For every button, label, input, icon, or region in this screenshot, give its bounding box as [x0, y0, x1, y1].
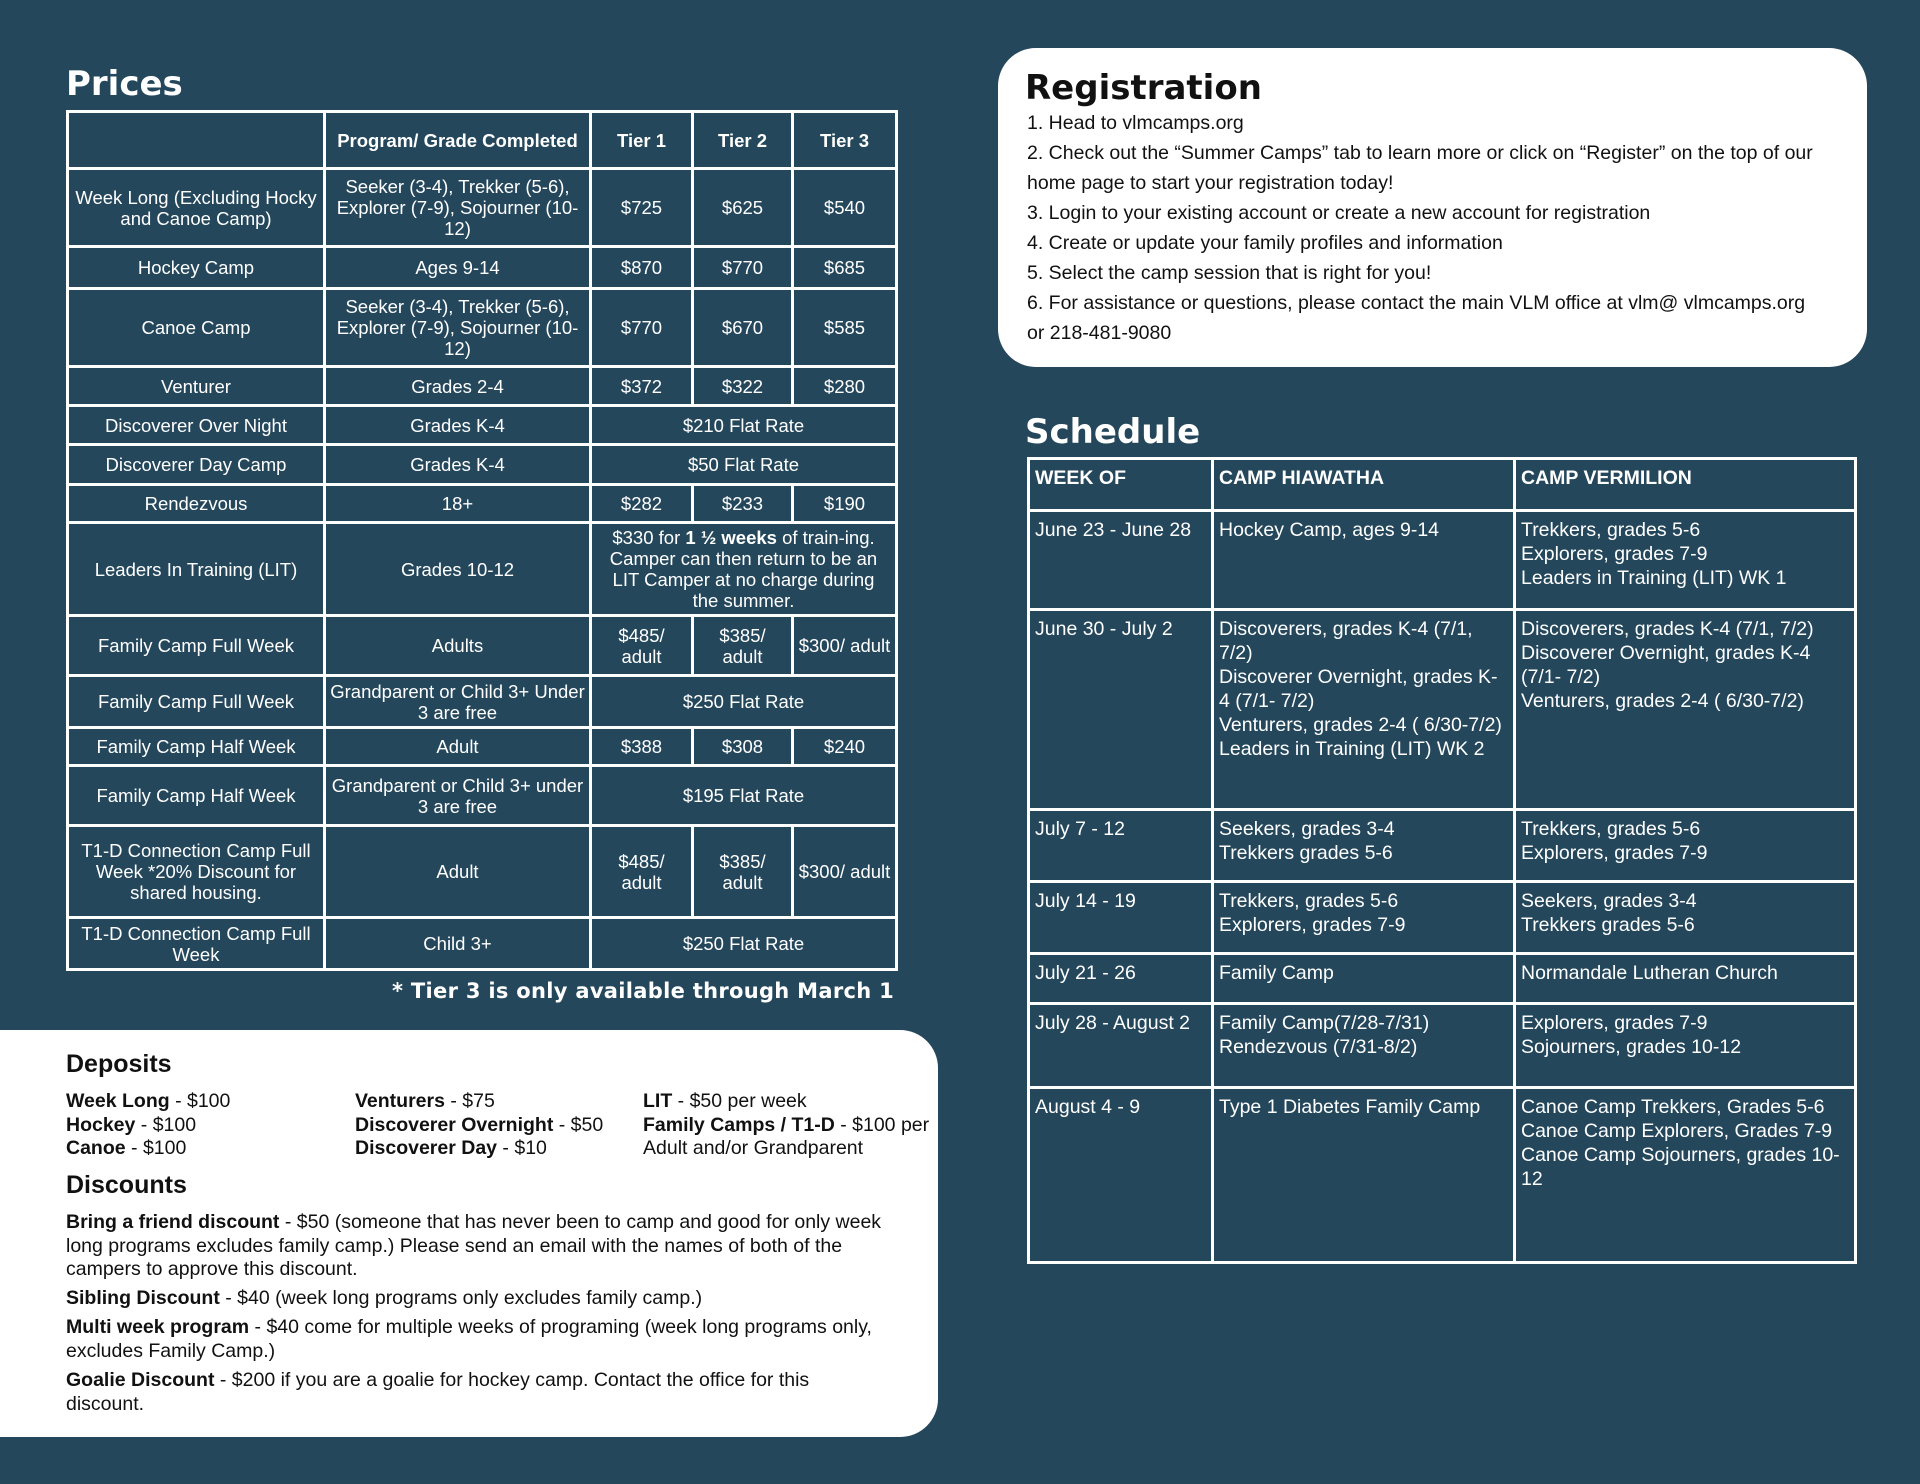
deposit-label: LIT	[643, 1090, 673, 1112]
program-cell: Family Camp Half Week	[68, 766, 325, 826]
registration-step: 4. Create or update your family profiles and information	[1027, 232, 1503, 254]
table-row	[68, 523, 897, 616]
flat-rate-cell: $195 Flat Rate	[591, 766, 897, 826]
deposit-value: - $100	[169, 1090, 231, 1112]
program-cell: T1-D Connection Camp Full Week *20% Discount for shared housing.	[68, 826, 325, 918]
table-row	[1029, 954, 1856, 1004]
week-cell: July 21 - 26	[1029, 954, 1213, 1004]
grade-cell: Grades 2-4	[325, 367, 591, 406]
discounts-title: Discounts	[66, 1171, 187, 1199]
tier2-cell: $670	[693, 289, 793, 367]
prices-header-program: Program/ Grade Completed	[325, 112, 591, 169]
tier2-cell: $322	[693, 367, 793, 406]
program-cell: Leaders In Training (LIT)	[68, 523, 325, 616]
schedule-entry: Canoe Camp Sojourners, grades 10-12	[1521, 1144, 1840, 1190]
tier2-cell: $385/ adult	[693, 826, 793, 918]
program-cell: Venturer	[68, 367, 325, 406]
schedule-entry: Type 1 Diabetes Family Camp	[1219, 1096, 1481, 1118]
deposit-value: - $75	[444, 1090, 495, 1112]
vermilion-cell	[1515, 810, 1856, 882]
vermilion-cell	[1515, 511, 1856, 610]
deposit-item	[355, 1090, 603, 1114]
schedule-entry: Trekkers grades 5-6	[1521, 914, 1695, 936]
table-row	[68, 918, 897, 970]
grade-cell: Adult	[325, 728, 591, 766]
discount-text: - $200 if you are a goalie for hockey camp. Contact the office for this discount.	[66, 1369, 810, 1415]
schedule-header-week: WEEK OF	[1029, 459, 1213, 511]
registration-step: 1. Head to vlmcamps.org	[1027, 112, 1244, 134]
vermilion-cell	[1515, 882, 1856, 954]
grade-cell: Grades K-4	[325, 406, 591, 445]
discount-item	[66, 1369, 886, 1416]
tier2-cell: $625	[693, 169, 793, 247]
deposit-value: - $100	[125, 1137, 187, 1159]
program-cell: Hockey Camp	[68, 247, 325, 289]
deposits-column-2	[355, 1090, 603, 1161]
deposit-item	[66, 1137, 230, 1161]
table-row	[68, 728, 897, 766]
program-cell: Discoverer Day Camp	[68, 445, 325, 485]
table-row	[1029, 1088, 1856, 1263]
prices-header-tier3: Tier 3	[793, 112, 897, 169]
deposit-item	[66, 1114, 230, 1138]
grade-cell: Grandparent or Child 3+ under 3 are free	[325, 766, 591, 826]
flat-rate-cell: $210 Flat Rate	[591, 406, 897, 445]
registration-step: 2. Check out the “Summer Camps” tab to learn more or click on “Register” on the top of our home page to start your registration today!	[1027, 142, 1813, 194]
table-row	[68, 367, 897, 406]
program-cell: Discoverer Over Night	[68, 406, 325, 445]
deposit-label: Discoverer Day	[355, 1137, 498, 1159]
discount-label: Goalie Discount	[66, 1369, 215, 1391]
registration-title: Registration	[1025, 68, 1262, 108]
tier1-cell: $282	[591, 485, 693, 523]
tier3-cell: $280	[793, 367, 897, 406]
tier1-cell: $725	[591, 169, 693, 247]
week-cell: June 23 - June 28	[1029, 511, 1213, 610]
schedule-entry: Explorers, grades 7-9	[1521, 543, 1708, 565]
discount-label: Sibling Discount	[66, 1287, 220, 1309]
deposit-item	[355, 1137, 603, 1161]
deposit-value: - $50	[553, 1113, 604, 1136]
schedule-entry: Venturers, grades 2-4 ( 6/30-7/2)	[1521, 690, 1804, 712]
tier3-cell: $585	[793, 289, 897, 367]
deposit-item	[643, 1090, 933, 1114]
hiawatha-cell	[1213, 511, 1515, 610]
week-cell: July 28 - August 2	[1029, 1004, 1213, 1088]
schedule-entry: Trekkers, grades 5-6	[1219, 890, 1399, 912]
program-cell: Family Camp Full Week	[68, 616, 325, 676]
deposit-label: Hockey	[66, 1113, 136, 1136]
schedule-entry: Canoe Camp Trekkers, Grades 5-6	[1521, 1096, 1825, 1118]
prices-header-row	[68, 112, 897, 169]
program-cell: Week Long (Excluding Hocky and Canoe Camp)	[68, 169, 325, 247]
table-row	[1029, 610, 1856, 810]
tier3-cell: $685	[793, 247, 897, 289]
prices-header-tier1: Tier 1	[591, 112, 693, 169]
tier1-cell: $870	[591, 247, 693, 289]
schedule-entry: Explorers, grades 7-9	[1521, 1012, 1708, 1034]
schedule-entry: Trekkers, grades 5-6	[1521, 818, 1701, 840]
tier2-cell: $385/ adult	[693, 616, 793, 676]
grade-cell: Adult	[325, 826, 591, 918]
lit-rate-pre: $330 for	[612, 527, 686, 548]
schedule-entry: Leaders in Training (LIT) WK 1	[1521, 567, 1787, 589]
grade-cell: Seeker (3-4), Trekker (5-6), Explorer (7-9), Sojourner (10-12)	[325, 289, 591, 367]
table-row	[1029, 882, 1856, 954]
discount-text: - $40 come for multiple weeks of programing (week long programs only, excludes Family Camp.)	[66, 1316, 872, 1362]
deposit-label: Canoe	[66, 1137, 126, 1159]
program-cell: Family Camp Half Week	[68, 728, 325, 766]
prices-table	[66, 110, 898, 971]
hiawatha-cell	[1213, 610, 1515, 810]
schedule-entry: Rendezvous (7/31-8/2)	[1219, 1036, 1418, 1058]
week-cell: July 7 - 12	[1029, 810, 1213, 882]
grade-cell: Grandparent or Child 3+ Under 3 are free	[325, 676, 591, 728]
tier2-cell: $308	[693, 728, 793, 766]
schedule-entry: Discoverer Overnight, grades K-4 (7/1- 7/2)	[1521, 642, 1811, 688]
schedule-entry: Sojourners, grades 10-12	[1521, 1036, 1742, 1058]
table-row	[1029, 511, 1856, 610]
table-row	[68, 406, 897, 445]
hiawatha-cell	[1213, 1004, 1515, 1088]
schedule-entry: Discoverers, grades K-4 (7/1, 7/2)	[1521, 618, 1814, 640]
table-row	[68, 766, 897, 826]
schedule-entry: Canoe Camp Explorers, Grades 7-9	[1521, 1120, 1833, 1142]
tier1-cell: $388	[591, 728, 693, 766]
week-cell: June 30 - July 2	[1029, 610, 1213, 810]
tier3-cell: $300/ adult	[793, 826, 897, 918]
tier1-cell: $485/ adult	[591, 616, 693, 676]
discount-item	[66, 1316, 886, 1363]
tier1-cell: $372	[591, 367, 693, 406]
flat-rate-cell: $250 Flat Rate	[591, 676, 897, 728]
schedule-entry: Seekers, grades 3-4	[1219, 818, 1395, 840]
deposit-label: Week Long	[66, 1090, 170, 1112]
discount-label: Multi week program	[66, 1316, 250, 1338]
tier-note: * Tier 3 is only available through March 1	[392, 979, 894, 1003]
lit-rate-cell	[591, 523, 897, 616]
schedule-entry: Explorers, grades 7-9	[1219, 914, 1406, 936]
vermilion-cell	[1515, 1088, 1856, 1263]
table-row	[68, 445, 897, 485]
table-row	[68, 676, 897, 728]
deposit-item	[355, 1114, 603, 1138]
program-cell: T1-D Connection Camp Full Week	[68, 918, 325, 970]
table-row	[68, 616, 897, 676]
schedule-entry: Family Camp(7/28-7/31)	[1219, 1012, 1430, 1034]
schedule-header-hiawatha: CAMP HIAWATHA	[1213, 459, 1515, 511]
schedule-header-vermilion: CAMP VERMILION	[1515, 459, 1856, 511]
table-row	[1029, 1004, 1856, 1088]
deposits-column-1	[66, 1090, 230, 1161]
vermilion-cell	[1515, 954, 1856, 1004]
flat-rate-cell: $250 Flat Rate	[591, 918, 897, 970]
grade-cell: Seeker (3-4), Trekker (5-6), Explorer (7-9), Sojourner (10-12)	[325, 169, 591, 247]
discount-text: - $40 (week long programs only excludes family camp.)	[219, 1287, 703, 1309]
vermilion-cell	[1515, 610, 1856, 810]
hiawatha-cell	[1213, 954, 1515, 1004]
schedule-entry: Discoverer Overnight, grades K-4 (7/1- 7/2)	[1219, 666, 1498, 712]
deposits-column-3	[643, 1090, 933, 1161]
schedule-entry: Normandale Lutheran Church	[1521, 962, 1778, 984]
program-cell: Family Camp Full Week	[68, 676, 325, 728]
discount-label: Bring a friend discount	[66, 1211, 280, 1233]
grade-cell: Adults	[325, 616, 591, 676]
deposit-value: - $100 per Adult and/or Grandparent	[643, 1113, 930, 1159]
program-cell: Canoe Camp	[68, 289, 325, 367]
schedule-entry: Trekkers grades 5-6	[1219, 842, 1393, 864]
prices-header-blank	[68, 112, 325, 169]
schedule-entry: Seekers, grades 3-4	[1521, 890, 1697, 912]
tier2-cell: $770	[693, 247, 793, 289]
table-row	[68, 169, 897, 247]
schedule-entry: Venturers, grades 2-4 ( 6/30-7/2)	[1219, 714, 1502, 736]
deposit-value: - $50 per week	[672, 1090, 807, 1112]
grade-cell: 18+	[325, 485, 591, 523]
prices-title: Prices	[66, 64, 183, 104]
discount-text: - $50 (someone that has never been to camp and good for only week long programs excludes family camp.) Please send an email with the names of both of the campers to approve this discount.	[66, 1211, 882, 1280]
schedule-entry: Family Camp	[1219, 962, 1334, 984]
tier2-cell: $233	[693, 485, 793, 523]
vermilion-cell	[1515, 1004, 1856, 1088]
grade-cell: Child 3+	[325, 918, 591, 970]
discount-item	[66, 1287, 886, 1311]
deposit-value: - $100	[135, 1113, 197, 1136]
hiawatha-cell	[1213, 882, 1515, 954]
registration-step: 5. Select the camp session that is right for you!	[1027, 262, 1432, 284]
program-cell: Rendezvous	[68, 485, 325, 523]
grade-cell: Grades 10-12	[325, 523, 591, 616]
flat-rate-cell: $50 Flat Rate	[591, 445, 897, 485]
hiawatha-cell	[1213, 1088, 1515, 1263]
lit-rate-bold: 1 ½ weeks	[685, 527, 777, 548]
discount-item	[66, 1211, 886, 1282]
schedule-entry: Leaders in Training (LIT) WK 2	[1219, 738, 1485, 760]
schedule-entry: Trekkers, grades 5-6	[1521, 519, 1701, 541]
week-cell: August 4 - 9	[1029, 1088, 1213, 1263]
schedule-entry: Hockey Camp, ages 9-14	[1219, 519, 1440, 541]
schedule-table	[1027, 457, 1857, 1264]
tier1-cell: $485/ adult	[591, 826, 693, 918]
deposit-item	[643, 1114, 933, 1161]
tier3-cell: $190	[793, 485, 897, 523]
deposit-label: Discoverer Overnight	[355, 1113, 554, 1136]
registration-step: 6. For assistance or questions, please contact the main VLM office at vlm@ vlmcamps.org or 218-481-9080	[1027, 292, 1806, 344]
schedule-entry: Explorers, grades 7-9	[1521, 842, 1708, 864]
tier3-cell: $300/ adult	[793, 616, 897, 676]
deposit-value: - $10	[497, 1137, 547, 1159]
grade-cell: Grades K-4	[325, 445, 591, 485]
lit-rate-post: of train-ing. Camper can then return to be an LIT Camper at no charge during the summer.	[609, 527, 878, 611]
deposit-item	[66, 1090, 230, 1114]
table-row	[68, 289, 897, 367]
deposits-title: Deposits	[66, 1050, 172, 1078]
tier3-cell: $240	[793, 728, 897, 766]
schedule-title: Schedule	[1025, 412, 1201, 452]
week-cell: July 14 - 19	[1029, 882, 1213, 954]
registration-step: 3. Login to your existing account or create a new account for registration	[1027, 202, 1651, 224]
deposit-label: Family Camps / T1-D	[643, 1113, 835, 1136]
table-row	[68, 247, 897, 289]
schedule-entry: Discoverers, grades K-4 (7/1, 7/2)	[1219, 618, 1473, 664]
table-row	[1029, 810, 1856, 882]
table-row	[68, 826, 897, 918]
table-row	[68, 485, 897, 523]
hiawatha-cell	[1213, 810, 1515, 882]
schedule-header-row	[1029, 459, 1856, 511]
tier1-cell: $770	[591, 289, 693, 367]
tier3-cell: $540	[793, 169, 897, 247]
prices-header-tier2: Tier 2	[693, 112, 793, 169]
grade-cell: Ages 9-14	[325, 247, 591, 289]
deposit-label: Venturers	[355, 1090, 445, 1112]
